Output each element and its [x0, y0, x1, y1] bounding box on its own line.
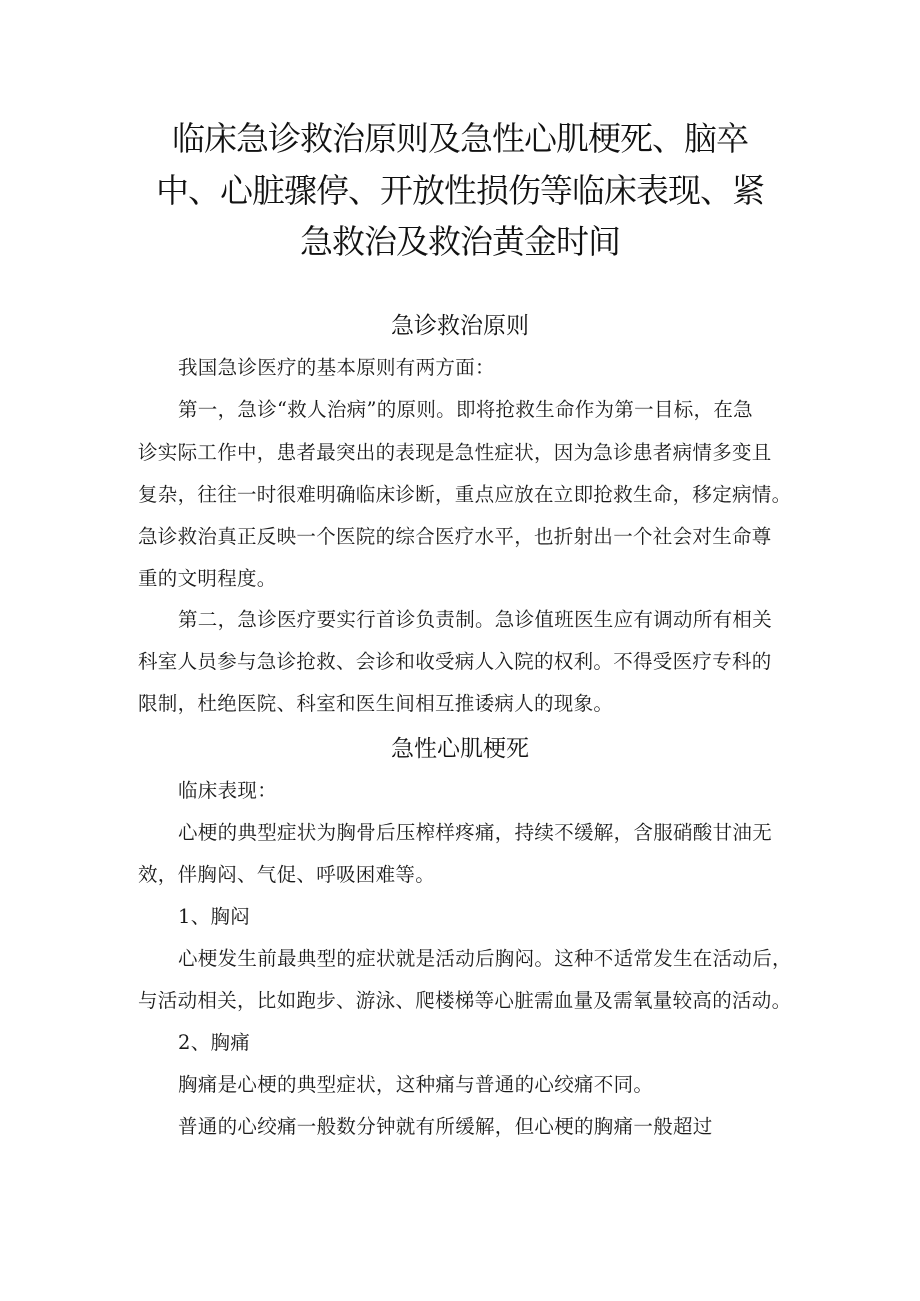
paragraph-line: 心梗的典型症状为胸骨后压榨样疼痛，持续不缓解，含服硝酸甘油无 [178, 821, 773, 844]
paragraph-line: 普通的心绞痛一般数分钟就有所缓解，但心梗的胸痛一般超过 [178, 1115, 713, 1138]
paragraph-line: 限制，杜绝医院、科室和医生间相互推诿病人的现象。 [138, 692, 614, 715]
paragraph-line: 2、胸痛 [178, 1031, 251, 1054]
paragraph-line: 与活动相关，比如跑步、游泳、爬楼梯等心脏需血量及需氧量较高的活动。 [138, 989, 792, 1012]
paragraph-line: 我国急诊医疗的基本原则有两方面： [178, 356, 495, 379]
paragraph-line: 效，伴胸闷、气促、呼吸困难等。 [138, 863, 436, 886]
paragraph-line: 重的文明程度。 [138, 567, 277, 590]
paragraph-line: 科室人员参与急诊抢救、会诊和收受病人入院的权利。不得受医疗专科的 [138, 650, 772, 673]
document-title-line-2: 中、心脏骤停、开放性损伤等临床表现、紧 [156, 171, 764, 210]
paragraph-line: 复杂，往往一时很难明确临床诊断，重点应放在立即抢救生命，移定病情。 [138, 483, 792, 506]
paragraph-line: 第一，急诊“救人治病”的原则。即将抢救生命作为第一目标，在急 [178, 398, 753, 421]
paragraph-line: 心梗发生前最典型的症状就是活动后胸闷。这种不适常发生在活动后， [178, 947, 792, 970]
paragraph-line: 急诊救治真正反映一个医院的综合医疗水平，也折射出一个社会对生命尊 [138, 525, 772, 548]
paragraph-line: 临床表现： [178, 779, 278, 802]
paragraph-line: 第二，急诊医疗要实行首诊负责制。急诊值班医生应有调动所有相关 [178, 608, 773, 631]
section-heading-emergency-principles: 急诊救治原则 [391, 313, 529, 339]
paragraph-line: 诊实际工作中，患者最突出的表现是急性症状，因为急诊患者病情多变且 [138, 441, 772, 464]
section-heading-acute-mi: 急性心肌梗死 [391, 736, 529, 762]
paragraph-line: 胸痛是心梗的典型症状，这种痛与普通的心绞痛不同。 [178, 1073, 654, 1096]
document-title-line-1: 临床急诊救治原则及急性心肌梗死、脑卒 [172, 119, 748, 158]
paragraph-line: 1、胸闷 [178, 905, 251, 928]
document-title-line-3: 急救治及救治黄金时间 [300, 222, 620, 261]
